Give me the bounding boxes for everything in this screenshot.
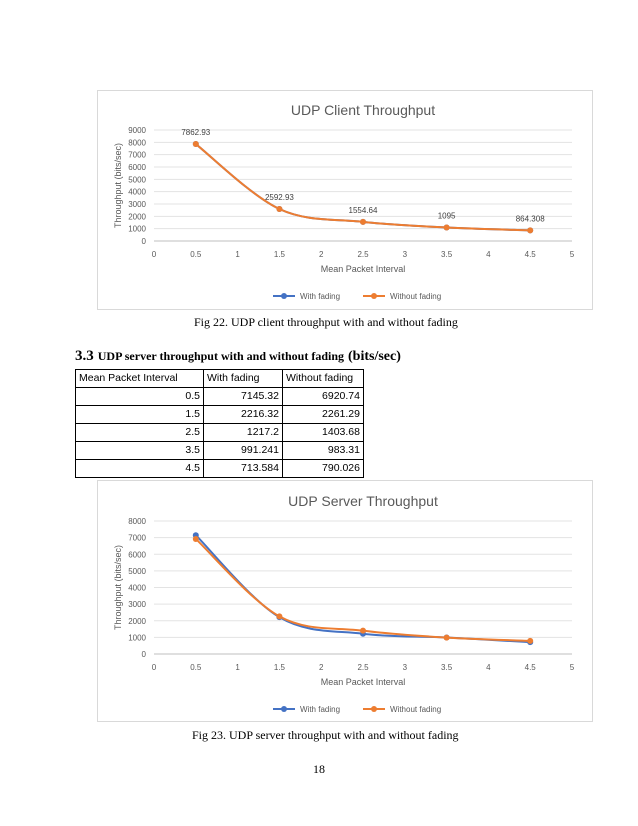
x-tick-label: 2 [318,663,324,672]
data-label: 1554.64 [348,205,378,215]
x-tick-label: 2 [318,250,324,259]
y-tick-label: 7000 [128,150,146,160]
y-tick-label: 9000 [128,126,146,135]
table-cell: 991.241 [204,442,283,460]
section-unit: (bits/sec) [348,349,401,364]
table-cell: 6920.74 [283,388,364,406]
table-header-row [76,370,364,388]
udp-client-chart [97,90,593,310]
table-cell: 713.584 [204,460,283,478]
y-tick-label: 8000 [128,517,146,526]
data-point-1 [444,224,450,230]
data-point-1 [527,638,533,644]
y-tick-label: 6000 [128,163,146,172]
table-cell: 1403.68 [283,424,364,442]
table-header: Mean Packet Interval [76,370,204,388]
data-point-1 [193,536,199,542]
x-tick-label: 4.5 [524,250,536,259]
data-label: 864.308 [515,214,545,224]
y-tick-label: 4000 [128,187,146,197]
table-row [76,406,364,424]
y-tick-label: 1000 [128,224,146,234]
data-point-1 [527,227,533,233]
legend-label: With fading [300,292,341,301]
x-axis-label: Mean Packet Interval [320,264,406,274]
y-tick-label: 8000 [128,138,146,148]
table-cell: 1.5 [76,406,204,424]
table-header: With fading [204,370,283,388]
series-line-0 [196,535,530,642]
data-point-1 [360,219,366,225]
x-tick-label: 1.5 [273,250,285,259]
fig23-caption: Fig 23. UDP server throughput with and without fading [192,728,459,742]
legend-label: Without fading [390,705,442,714]
fig22-caption: Fig 22. UDP client throughput with and without fading [194,315,458,329]
y-tick-label: 7000 [128,533,146,543]
legend-marker [281,293,287,299]
y-tick-label: 2000 [128,616,146,626]
x-tick-label: 3 [402,663,408,672]
y-tick-label: 3000 [128,600,146,610]
section-number: 3.3 [75,348,94,364]
data-label: 1095 [437,211,456,221]
y-tick-label: 5000 [128,566,146,576]
x-tick-label: 4 [486,250,491,259]
y-tick-label: 5000 [128,175,146,185]
table-row [76,460,364,478]
x-tick-label: 0 [151,663,157,672]
legend-marker [371,706,377,712]
section-heading [75,347,401,365]
x-tick-label: 1 [235,250,240,259]
throughput-table [75,369,364,478]
data-point-1 [276,613,282,619]
series-line-1 [196,144,530,230]
data-label: 2592.93 [264,193,294,203]
x-tick-label: 2.5 [357,663,369,672]
y-axis-label: Throughput (bits/sec) [113,544,123,631]
table-row [76,388,364,406]
udp-server-chart [97,480,593,722]
page-number: 18 [313,762,325,776]
table-row [76,424,364,442]
y-tick-label: 6000 [128,550,146,560]
chart-title: UDP Server Throughput [288,493,438,509]
x-tick-label: 0.5 [190,250,202,259]
x-tick-label: 0.5 [190,663,202,672]
x-tick-label: 1 [235,663,240,672]
table-cell: 4.5 [76,460,204,478]
legend-label: Without fading [390,292,442,301]
x-tick-label: 4 [486,663,491,672]
x-tick-label: 3.5 [441,250,453,259]
y-tick-label: 4000 [128,583,146,593]
data-point-1 [193,141,199,147]
y-tick-label: 2000 [128,212,146,222]
data-label: 7862.93 [181,128,211,138]
legend-marker [371,293,377,299]
data-point-1 [360,628,366,634]
x-tick-label: 1.5 [273,663,285,672]
table-cell: 790.026 [283,460,364,478]
table-cell: 2261.29 [283,406,364,424]
x-tick-label: 4.5 [524,663,536,672]
table-cell: 0.5 [76,388,204,406]
x-tick-label: 5 [569,250,575,259]
table-header: Without fading [283,370,364,388]
x-tick-label: 3 [402,250,408,259]
data-point-1 [276,206,282,212]
y-tick-label: 0 [141,237,146,246]
table-cell: 3.5 [76,442,204,460]
legend-marker [281,706,287,712]
section-title: UDP server throughput with and without fading [97,349,345,363]
y-tick-label: 0 [141,650,146,659]
x-tick-label: 2.5 [357,250,369,259]
table-cell: 983.31 [283,442,364,460]
x-tick-label: 5 [569,663,575,672]
y-axis-label: Throughput (bits/sec) [113,142,123,229]
table-cell: 2.5 [76,424,204,442]
table-cell: 1217.2 [204,424,283,442]
udp-client-chart-svg [98,91,592,309]
x-tick-label: 3.5 [441,663,453,672]
x-axis-label: Mean Packet Interval [320,677,406,687]
table-cell: 2216.32 [204,406,283,424]
legend-label: With fading [300,705,341,714]
y-tick-label: 3000 [128,200,146,209]
y-tick-label: 1000 [128,633,146,643]
data-point-1 [444,635,450,641]
chart-title: UDP Client Throughput [290,102,436,118]
table-row [76,442,364,460]
x-tick-label: 0 [151,250,157,259]
table-cell: 7145.32 [204,388,283,406]
udp-server-chart-svg [98,481,592,721]
